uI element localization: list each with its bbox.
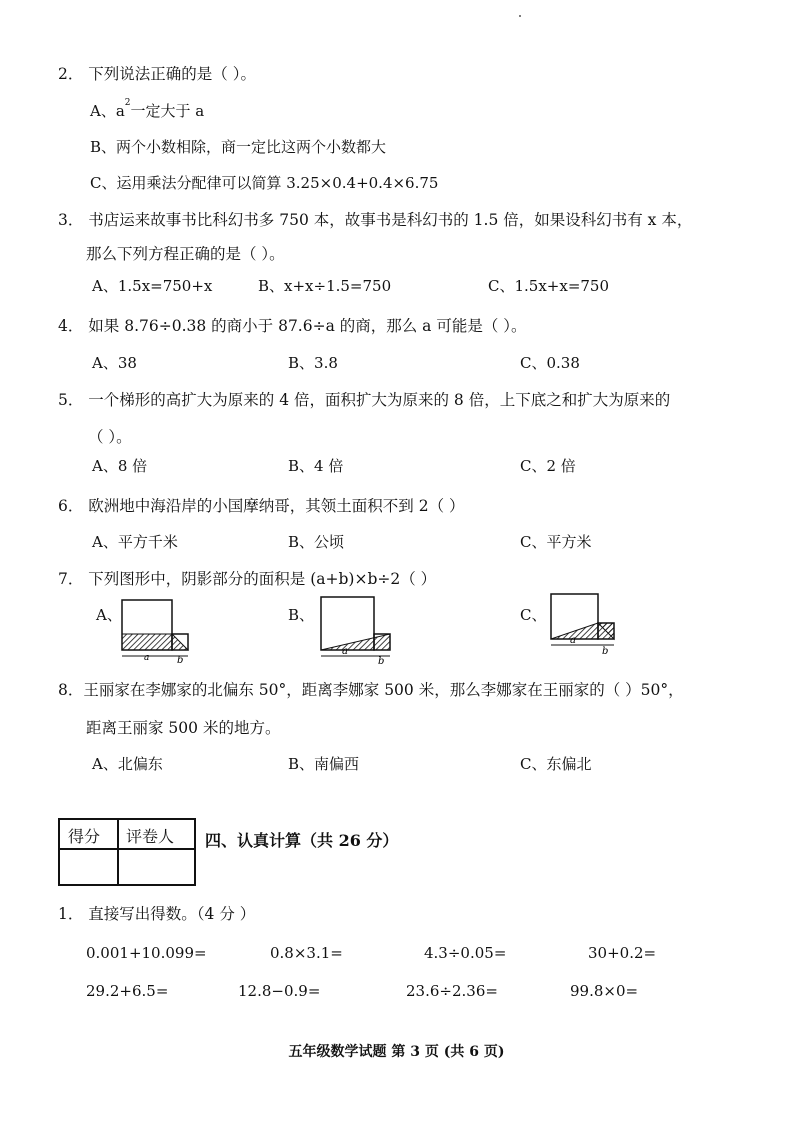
q5-option-a: A、8 倍 — [92, 457, 148, 475]
q7-option-c-label: C、 — [520, 606, 547, 624]
calc-item: 99.8×0= — [570, 982, 639, 1000]
q2-option-c: C、运用乘法分配律可以简算 3.25×0.4+0.4×6.75 — [90, 174, 439, 192]
q7-figure-b-label-a: a — [342, 646, 348, 657]
q2-option-a-prefix: A、a — [90, 102, 125, 120]
q8-option-b: B、南偏西 — [288, 755, 360, 773]
q2-option-b: B、两个小数相除，商一定比这两个小数都大 — [90, 138, 387, 156]
q8-stem-line2: 距离王丽家 500 米的地方。 — [86, 719, 281, 737]
q7-stem: 7． 下列图形中，阴影部分的面积是 (a+b)×b÷2（ ） — [58, 570, 437, 588]
q7-figure-a-label-a: a — [144, 653, 150, 663]
score-box — [58, 818, 196, 886]
q7-figure-b-label-b: b — [378, 656, 385, 666]
calc-item: 23.6÷2.36= — [406, 982, 498, 1000]
q7-figure-c-label-b: b — [602, 646, 609, 657]
q3-stem-line2: 那么下列方程正确的是（ ）。 — [86, 245, 285, 263]
q2-stem: 2． 下列说法正确的是（ ）。 — [58, 65, 256, 83]
q5-option-c: C、2 倍 — [520, 457, 576, 475]
score-box-divider-h — [60, 848, 194, 850]
page-footer: 五年级数学试题 第 3 页 (共 6 页) — [288, 1044, 505, 1060]
q4-stem: 4． 如果 8.76÷0.38 的商小于 87.6÷a 的商，那么 a 可能是（ ）。 — [58, 317, 527, 335]
calc-item: 4.3÷0.05= — [424, 944, 507, 962]
q5-stem-line2: （ ）。 — [88, 428, 132, 446]
q6-option-b: B、公顷 — [288, 533, 345, 551]
q5-option-b: B、4 倍 — [288, 457, 344, 475]
scan-speck — [519, 15, 521, 17]
q8-option-c: C、东偏北 — [520, 755, 592, 773]
q7-option-a-label: A、 — [96, 606, 122, 624]
q7-figure-a — [118, 597, 194, 665]
q7-figure-a-label-b: b — [177, 655, 184, 665]
q3-option-c: C、1.5x+x=750 — [488, 277, 610, 295]
calc-item: 0.001+10.099= — [86, 944, 207, 962]
q3-stem-line1: 3． 书店运来故事书比科幻书多 750 本，故事书是科幻书的 1.5 倍，如果设科幻书有 x 本， — [58, 211, 693, 229]
score-box-divider-v — [117, 820, 119, 884]
score-box-grader-label: 评卷人 — [126, 827, 175, 846]
q7-option-b-label: B、 — [288, 606, 315, 624]
q6-option-c: C、平方米 — [520, 533, 592, 551]
section-4-title: 四、认真计算（共 26 分） — [205, 831, 399, 850]
q7-figure-b — [318, 594, 394, 666]
q6-option-a: A、平方千米 — [92, 533, 178, 551]
q2-option-a-suffix: 一定大于 a — [130, 102, 205, 120]
calc-item: 30+0.2= — [588, 944, 657, 962]
q4-option-c: C、0.38 — [520, 354, 580, 372]
section-4-q1-stem: 1． 直接写出得数。（4 分 ） — [58, 905, 256, 923]
calc-item: 12.8−0.9= — [238, 982, 321, 1000]
q8-stem-line1: 8．王丽家在李娜家的北偏东 50°，距离李娜家 500 米，那么李娜家在王丽家的（ ）50°， — [58, 681, 684, 699]
q2-option-a-exponent: 2 — [124, 98, 131, 108]
q3-option-b: B、x+x÷1.5=750 — [258, 277, 392, 295]
q7-figure-c — [548, 591, 624, 659]
calc-item: 29.2+6.5= — [86, 982, 169, 1000]
calc-item: 0.8×3.1= — [270, 944, 343, 962]
q4-option-b: B、3.8 — [288, 354, 338, 372]
q3-option-a: A、1.5x=750+x — [92, 277, 213, 295]
score-box-score-label: 得分 — [68, 827, 101, 846]
q4-option-a: A、38 — [92, 354, 137, 372]
q7-figure-c-label-a: a — [570, 635, 576, 646]
q6-stem: 6． 欧洲地中海沿岸的小国摩纳哥，其领土面积不到 2（ ） — [58, 497, 465, 515]
q2-option-a — [90, 100, 204, 121]
q5-stem-line1: 5． 一个梯形的高扩大为原来的 4 倍，面积扩大为原来的 8 倍，上下底之和扩大为原来的 — [58, 391, 671, 409]
q8-option-a: A、北偏东 — [92, 755, 163, 773]
